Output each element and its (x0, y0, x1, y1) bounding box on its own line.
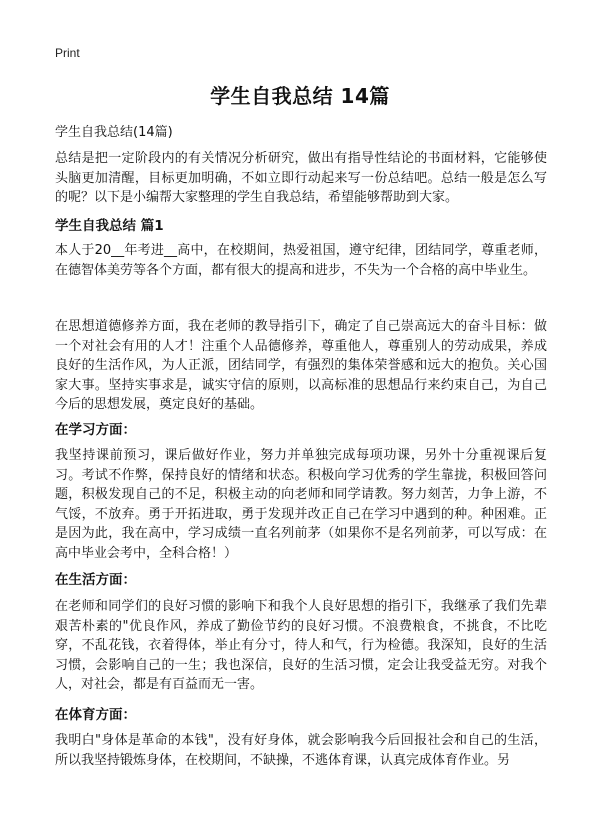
heading-life: 在生活方面： (55, 572, 136, 588)
paragraph-life: 在老师和同学们的良好习惯的影响下和我个人良好思想的指引下，我继承了我们先辈艰苦朴素的"优良作风，养成了勤俭节约的良好习惯。不浪费粮食，不挑食，不比吃穿，不乱花钱，衣着得体，举止有分寸，待人和气，行为检德。我深知，良好的生活习惯，会影响自己的一生；我也深信，良好的生活习惯，定会让我受益无穷。对我个人，对社会，都是有百益而无一害。 (55, 599, 547, 692)
intro-paragraph: 总结是把一定阶段内的有关情况分析研究，做出有指导性结论的书面材料，它能够使头脑更加清醒，目标更加明确，不如立即行动起来写一份总结吧。总结一般是怎么写的呢？以下是小编帮大家整理的学生自我总结，希望能够帮助到大家。 (55, 151, 547, 205)
document-subtitle: 学生自我总结(14篇) (55, 125, 173, 140)
paragraph-study: 我坚持课前预习，课后做好作业，努力并单独完成每项功课，另外十分重视课后复习。考试不作弊，保持良好的情绪和状态。积极向学习优秀的学生靠拢，积极回答问题，积极发现自己的不足，积极主动的向老师和同学请教。努力刻苦，力争上游，不气馁，不放弃。勇于开拓进取，勇于发现并改正自己在学习中遇到的种。种困难。正是因为此，我在高中，学习成绩一直名列前茅（如果你不是名列前茅，可以写成：在高中毕业会考中，全科合格！） (55, 448, 547, 561)
paragraph-sport: 我明白"身体是革命的本钱"，没有好身体，就会影响我今后回报社会和自己的生活，所以我坚持锻炼身体，在校期间，不缺操，不逃体育课，认真完成体育作业。另 (55, 733, 547, 768)
heading-sport: 在体育方面： (55, 707, 136, 723)
section-heading: 学生自我总结 篇1 (55, 218, 164, 234)
page-title: 学生自我总结 14篇 (210, 84, 390, 108)
paragraph-intro: 本人于20__年考进__高中，在校期间，热爱祖国，遵守纪律，团结同学，尊重老师，在德智体美劳等各个方面，都有很大的提高和进步，不失为一个合格的高中毕业生。 (55, 243, 547, 278)
print-link[interactable]: Print (55, 46, 80, 60)
heading-study: 在学习方面： (55, 422, 136, 438)
paragraph-moral: 在思想道德修养方面，我在老师的教导指引下，确定了自己崇高远大的奋斗目标：做一个对社会有用的人才！注重个人品德修养，尊重他人，尊重别人的劳动成果，养成良好的生活作风，为人正派，团结同学，有强烈的集体荣誉感和远大的抱负。关心国家大事。坚持实事求是，诚实守信的原则，以高标准的思想品行来约束自己，为自己今后的思想发展，奠定良好的基础。 (55, 319, 547, 412)
